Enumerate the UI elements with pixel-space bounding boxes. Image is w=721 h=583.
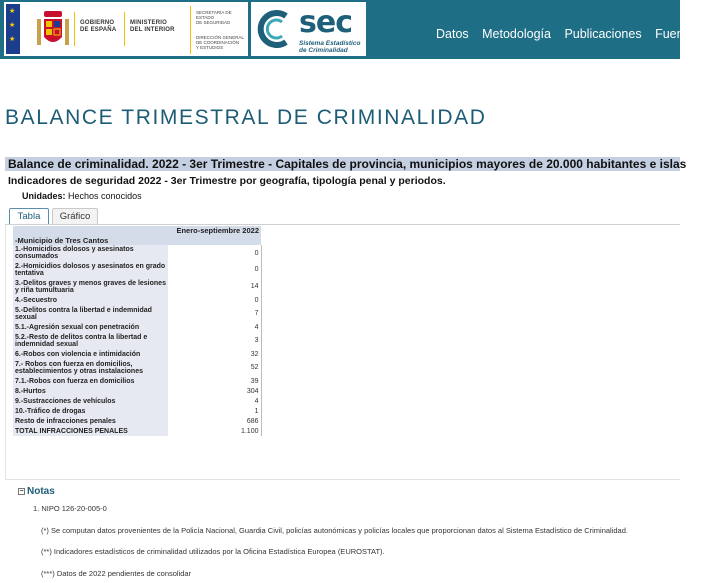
main-nav xyxy=(436,27,721,41)
row-label: 5.-Delitos contra la libertad e indemnidad sexual xyxy=(13,305,168,322)
sec-circle-icon xyxy=(256,8,294,50)
row-label: 1.-Homicidios dolosos y asesinatos consumados xyxy=(13,245,168,261)
row-label: 5.2.-Resto de delitos contra la libertad e indemnidad sexual xyxy=(13,332,168,349)
note-item: (**) Indicadores estadísticos de criminalidad utilizados por la Oficina Estadística Europea (EUROSTAT). xyxy=(41,547,385,556)
row-value: 0 xyxy=(168,245,261,261)
table-row xyxy=(13,396,261,406)
data-table xyxy=(13,226,262,436)
report-title: Balance de criminalidad. 2022 - 3er Trimestre - Capitales de provincia, municipios mayores de 20.000 habitantes e islas xyxy=(8,157,687,171)
row-value: 3 xyxy=(168,332,261,349)
logo-divider xyxy=(74,12,75,46)
row-value: 0 xyxy=(168,295,261,305)
row-value: 52 xyxy=(168,359,261,376)
table-row xyxy=(13,386,261,396)
row-value: 4 xyxy=(168,322,261,332)
sec-logo-subtitle: Sistema Estadístico de Criminalidad xyxy=(299,40,361,54)
gov-name-text: GOBIERNO DE ESPAÑA xyxy=(80,20,117,33)
table-row xyxy=(13,245,261,261)
row-label: 8.-Hurtos xyxy=(13,386,168,396)
row-label: 10.-Tráfico de drogas xyxy=(13,406,168,416)
notes-heading-label: Notas xyxy=(27,486,55,497)
table-row xyxy=(13,406,261,416)
table-row xyxy=(13,349,261,359)
note-item: (***) Datos de 2022 pendientes de consolidar xyxy=(41,569,192,578)
units-label: Unidades: xyxy=(22,191,66,201)
row-value: 32 xyxy=(168,349,261,359)
government-logo[interactable] xyxy=(4,2,248,56)
units-line xyxy=(22,191,142,201)
table-row xyxy=(13,295,261,305)
table-row xyxy=(13,426,261,436)
units-value: Hechos conocidos xyxy=(68,191,142,201)
row-label: 7.- Robos con fuerza en domicilios, establecimientos y otras instalaciones xyxy=(13,359,168,376)
table-row xyxy=(13,322,261,332)
secretariat-text: SECRETARÍA DE ESTADO DE SEGURIDAD xyxy=(196,10,232,25)
row-value: 4 xyxy=(168,396,261,406)
table-row xyxy=(13,359,261,376)
report-subtitle: Indicadores de seguridad 2022 - 3er Trimestre por geografía, tipología penal y periodos. xyxy=(8,175,446,187)
geo-header[interactable]: -Municipio de Tres Cantos xyxy=(13,235,168,245)
notes-heading[interactable] xyxy=(18,486,55,497)
row-label: 2.-Homicidios dolosos y asesinatos en grado tentativa xyxy=(13,261,168,278)
spain-crest-icon xyxy=(34,7,72,51)
row-value: 1 xyxy=(168,406,261,416)
nav-publicaciones[interactable]: Publicaciones xyxy=(564,27,642,41)
row-label: 5.1.-Agresión sexual con penetración xyxy=(13,322,168,332)
row-value: 686 xyxy=(168,416,261,426)
row-value: 0 xyxy=(168,261,261,278)
row-value: 304 xyxy=(168,386,261,396)
tab-grafico[interactable]: Gráfico xyxy=(52,208,98,225)
table-header-row xyxy=(13,226,261,235)
column-header: Enero-septiembre 2022 xyxy=(168,226,261,235)
table-header-blank xyxy=(13,226,168,235)
eu-flag-icon: ★ ★ ★ xyxy=(6,4,20,54)
sec-logo-word: sec xyxy=(299,5,352,40)
row-label: 6.-Robos con violencia e intimidación xyxy=(13,349,168,359)
row-label: 4.-Secuestro xyxy=(13,295,168,305)
tab-tabla[interactable]: Tabla xyxy=(9,208,49,225)
row-label: Resto de infracciones penales xyxy=(13,416,168,426)
row-value: 1.100 xyxy=(168,426,261,436)
row-label: TOTAL INFRACCIONES PENALES xyxy=(13,426,168,436)
logo-divider xyxy=(124,12,125,46)
table-row xyxy=(13,416,261,426)
row-value: 14 xyxy=(168,278,261,295)
table-row xyxy=(13,305,261,322)
top-header xyxy=(0,0,711,59)
table-geo-row xyxy=(13,235,261,245)
sec-logo[interactable] xyxy=(251,2,366,56)
nav-fuentes[interactable]: Fuentes d xyxy=(655,27,711,41)
table-row xyxy=(13,332,261,349)
nav-datos[interactable]: Datos xyxy=(436,27,469,41)
row-value: 39 xyxy=(168,376,261,386)
nav-metodologia[interactable]: Metodología xyxy=(482,27,551,41)
geo-header-spacer xyxy=(168,235,261,245)
directorate-text: DIRECCIÓN GENERAL DE COORDINACIÓN Y ESTUDIOS xyxy=(196,35,245,50)
row-label: 9.-Sustracciones de vehículos xyxy=(13,396,168,406)
table-row xyxy=(13,376,261,386)
row-value: 7 xyxy=(168,305,261,322)
ministry-name-text: MINISTERIO DEL INTERIOR xyxy=(130,20,175,33)
logo-divider xyxy=(190,6,191,54)
page-title: BALANCE TRIMESTRAL DE CRIMINALIDAD xyxy=(5,106,487,129)
row-label: 3.-Delitos graves y menos graves de lesiones y riña tumultuaria xyxy=(13,278,168,295)
collapse-toggle-icon[interactable]: − xyxy=(19,488,24,495)
row-label: 7.1.-Robos con fuerza en domicilios xyxy=(13,376,168,386)
nipo-note: 1. NIPO 126-20-005-0 xyxy=(33,504,107,513)
note-item: (*) Se computan datos provenientes de la Policía Nacional, Guardia Civil, policías autonómicas y policías locales que proporcionan datos al Sistema Estadístico de Criminalidad. xyxy=(41,526,628,535)
table-row xyxy=(13,261,261,278)
table-row xyxy=(13,278,261,295)
